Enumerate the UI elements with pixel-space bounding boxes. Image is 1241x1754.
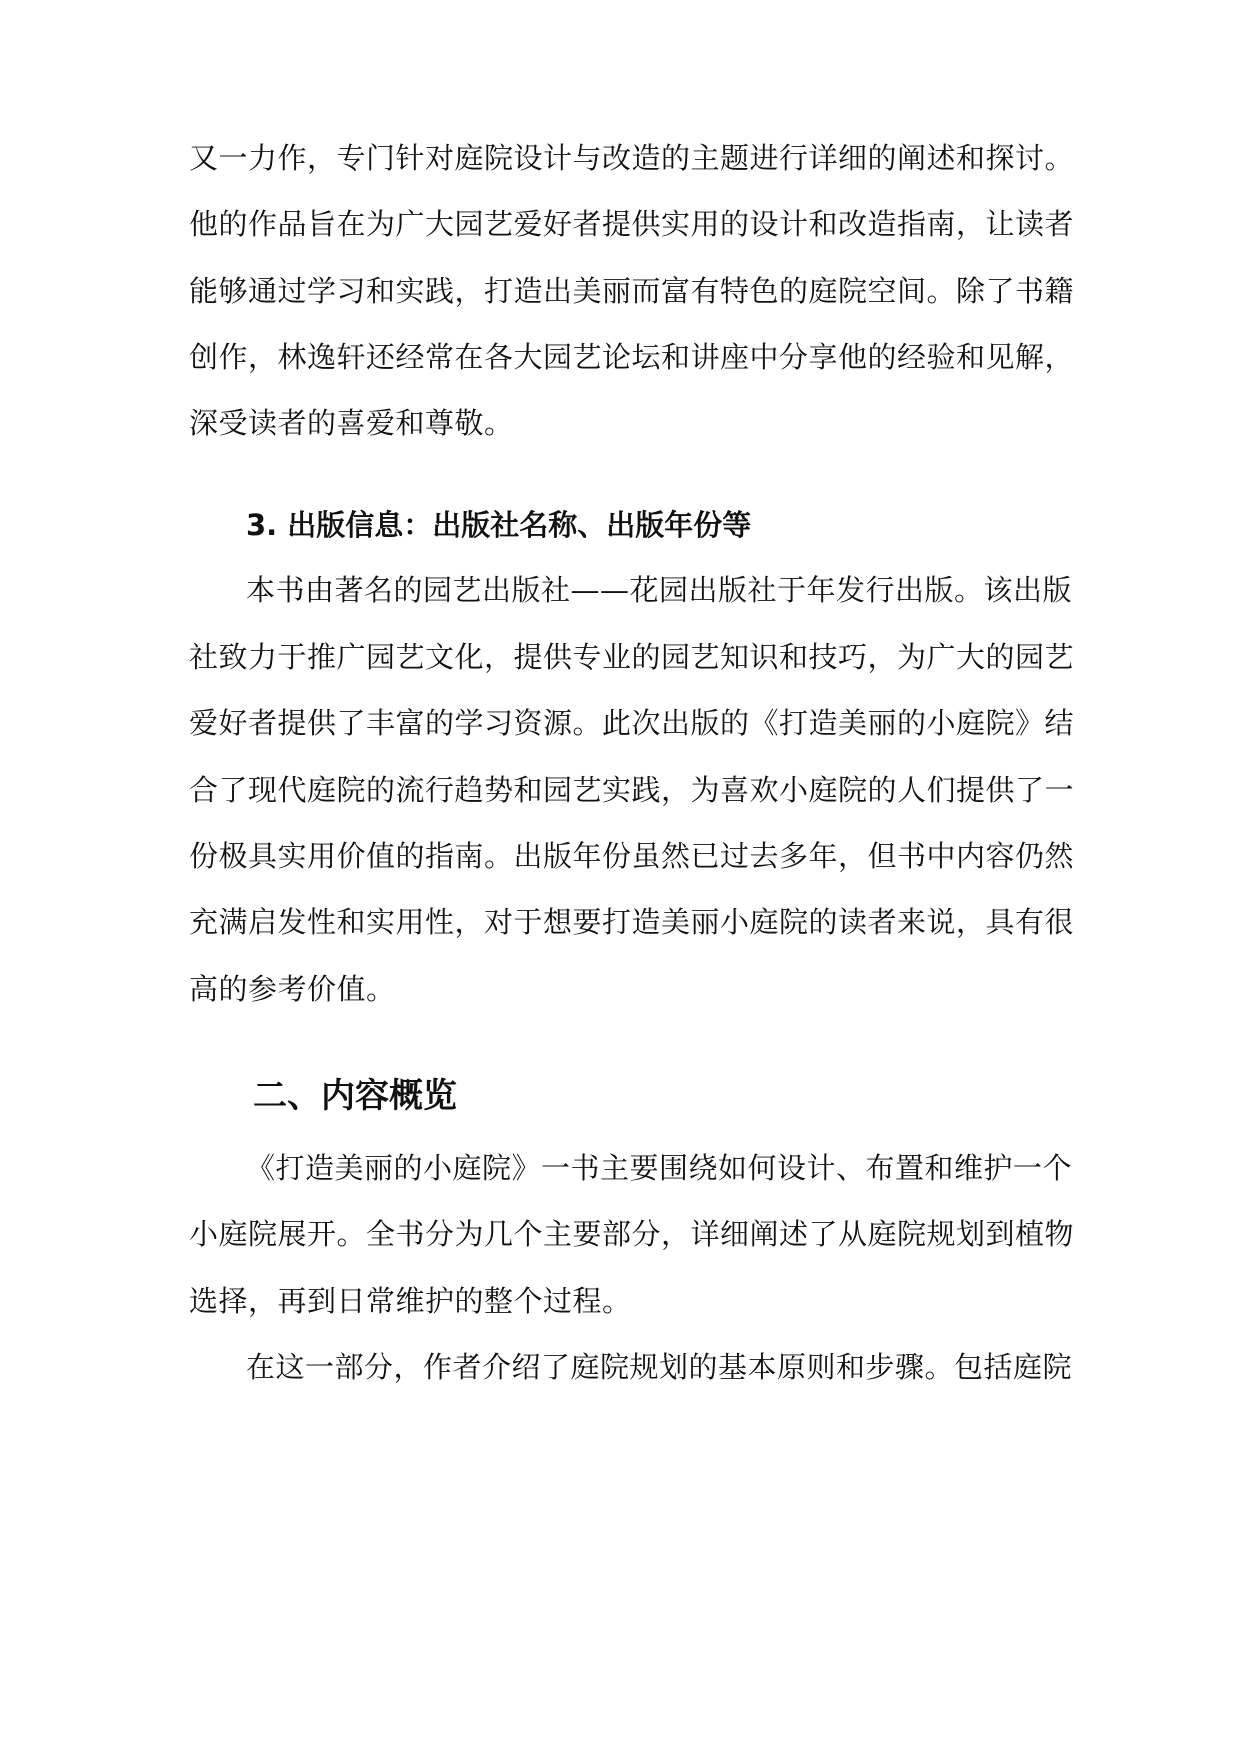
paragraph-line: 小庭院展开。全书分为几个主要部分，详细阐述了从庭院规划到植物 xyxy=(189,1217,1075,1251)
paragraph-line: 爱好者提供了丰富的学习资源。此次出版的《打造美丽的小庭院》结 xyxy=(189,706,1075,740)
paragraph-line: 深受读者的喜爱和尊敬。 xyxy=(189,406,514,440)
paragraph-line: 合了现代庭院的流行趋势和园艺实践，为喜欢小庭院的人们提供了一 xyxy=(189,773,1075,807)
paragraph-line: 选择，再到日常维护的整个过程。 xyxy=(189,1284,632,1318)
paragraph-line: 又一力作，专门针对庭院设计与改造的主题进行详细的阐述和探讨。 xyxy=(189,141,1075,175)
chapter-heading: 二、内容概览 xyxy=(253,1076,457,1116)
paragraph-line: 《打造美丽的小庭院》一书主要围绕如何设计、布置和维护一个 xyxy=(246,1151,1073,1185)
paragraph-line: 份极具实用价值的指南。出版年份虽然已过去多年，但书中内容仍然 xyxy=(189,839,1075,873)
paragraph-line: 他的作品旨在为广大园艺爱好者提供实用的设计和改造指南，让读者 xyxy=(189,207,1075,241)
paragraph-line: 高的参考价值。 xyxy=(189,972,396,1006)
section-heading: 3. 出版信息：出版社名称、出版年份等 xyxy=(246,508,752,542)
paragraph-line: 本书由著名的园艺出版社——花园出版社于年发行出版。该出版 xyxy=(246,573,1073,607)
paragraph-line: 充满启发性和实用性，对于想要打造美丽小庭院的读者来说，具有很 xyxy=(189,905,1075,939)
paragraph-line: 能够通过学习和实践，打造出美丽而富有特色的庭院空间。除了书籍 xyxy=(189,274,1075,308)
paragraph-line: 创作，林逸轩还经常在各大园艺论坛和讲座中分享他的经验和见解， xyxy=(189,340,1075,374)
paragraph-line: 在这一部分，作者介绍了庭院规划的基本原则和步骤。包括庭院 xyxy=(246,1350,1073,1384)
paragraph-line: 社致力于推广园艺文化，提供专业的园艺知识和技巧，为广大的园艺 xyxy=(189,640,1075,674)
